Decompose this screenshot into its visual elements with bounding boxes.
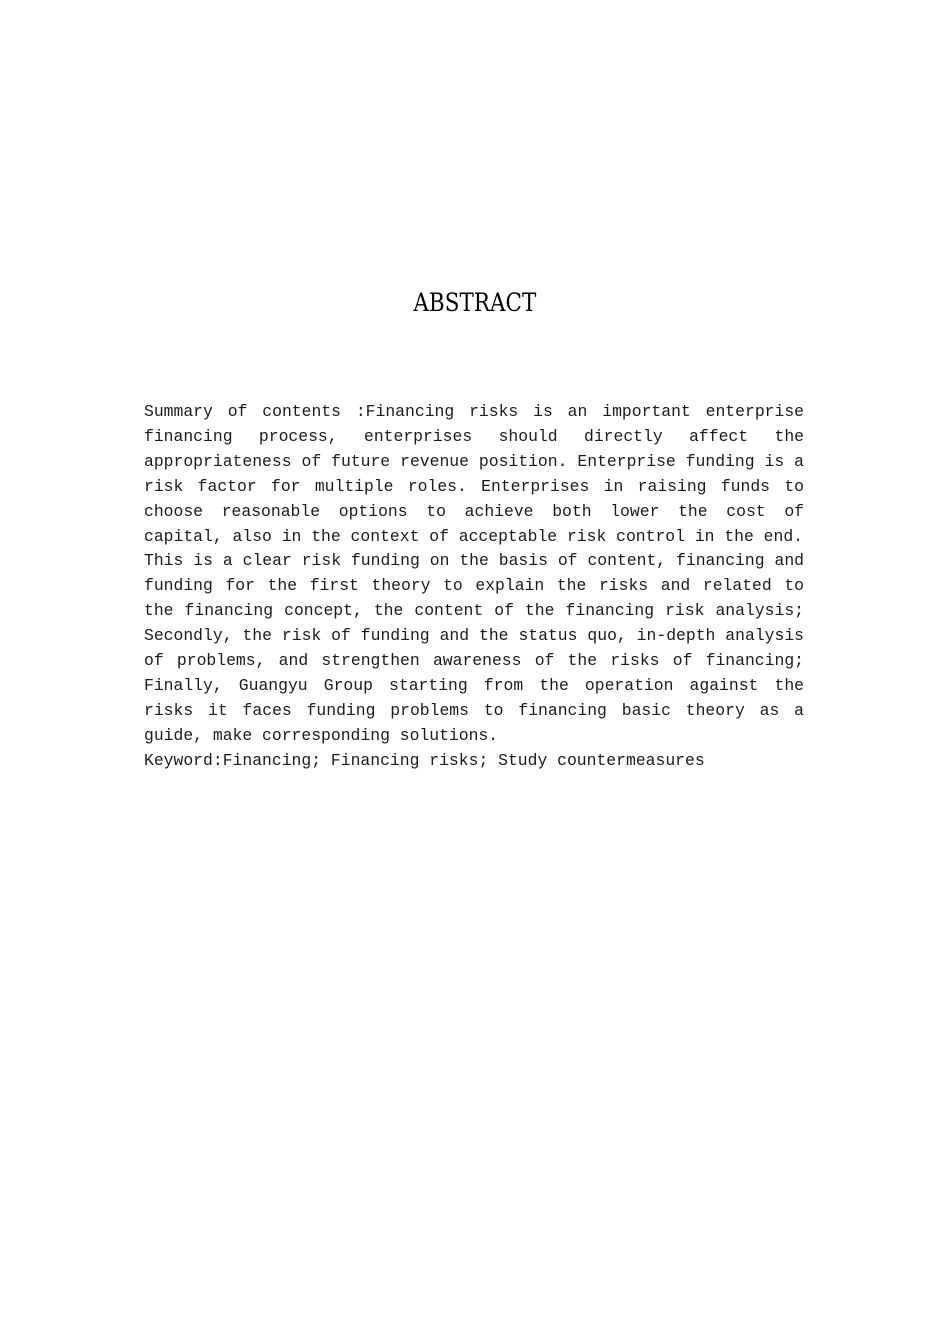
abstract-paragraph-summary: Summary of contents :Financing risks is an important enterprise financing process, enterprises should directly affect the appropriateness of future revenue position. Enterprise funding is a risk factor for multiple roles. Enterprises in raising funds to choose reasonable options to achieve both lower the cost of capital, also in the context of acceptable risk control in the end.	[144, 402, 804, 546]
abstract-body	[144, 400, 804, 774]
abstract-heading: ABSTRACT	[413, 288, 537, 317]
keywords-value: Financing; Financing risks; Study countermeasures	[222, 750, 705, 770]
abstract-paragraph-content: This is a clear risk funding on the basis of content, financing and funding for the first theory to explain the risks and related to the financing concept, the content of the financing risk analysis; Secondly, the risk of funding and the status quo, in-depth analysis of problems, and strengthen awareness of the risks of financing; Finally, Guangyu Group starting from the operation against the risks it faces funding problems to financing basic theory as a guide, make corresponding solutions.	[144, 551, 804, 745]
keywords-line	[144, 749, 804, 774]
keywords-label: Keyword:	[144, 750, 223, 770]
